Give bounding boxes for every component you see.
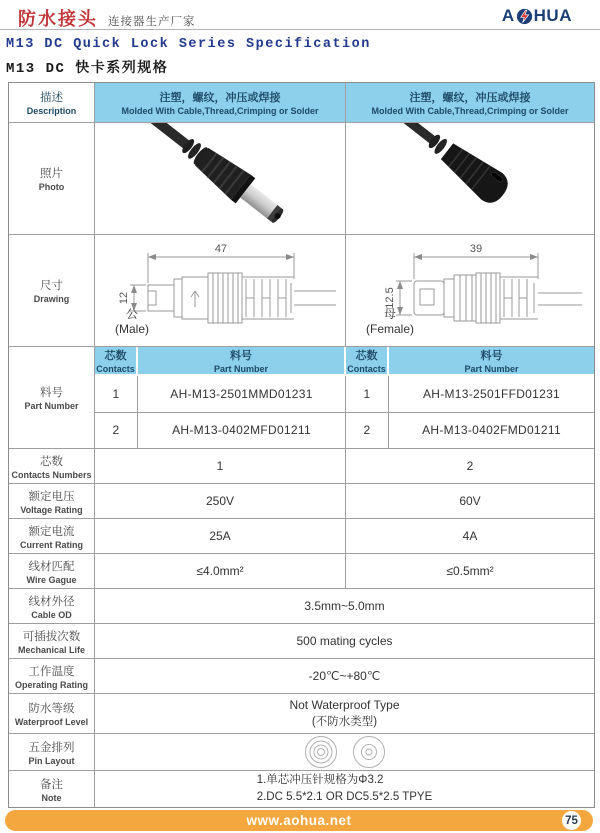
brand-tagline: 连接器生产厂家	[108, 16, 196, 28]
contacts-male: 1	[95, 449, 346, 483]
subheader-pn-cn: 料号	[230, 350, 252, 363]
page-number-badge: 75	[562, 811, 581, 830]
waterproof-value-cn: (不防水类型)	[311, 716, 378, 728]
note-cell	[95, 771, 594, 807]
label-waterproof-en: Waterproof Level	[14, 717, 89, 727]
label-cable-od	[9, 589, 95, 623]
label-voltage	[9, 484, 95, 518]
label-voltage-cn: 额定电压	[28, 490, 75, 503]
subheader-contacts-en: Contacts	[96, 364, 135, 375]
part-1-male-pn: AH-M13-2501MMD01231	[138, 376, 346, 411]
logo-text-suffix: HUA	[533, 6, 572, 25]
subheader-pn-male	[138, 347, 346, 376]
part-1-female-pn: AH-M13-2501FFD01231	[422, 387, 561, 402]
footer-bar	[5, 810, 593, 831]
subheader-contacts-female	[346, 347, 389, 376]
label-current-cn: 额定电流	[28, 525, 75, 538]
part-row-2	[95, 413, 594, 448]
voltage-male: 250V	[95, 484, 346, 518]
label-operating	[9, 659, 95, 693]
label-note	[9, 771, 95, 807]
label-voltage-en: Voltage Rating	[20, 504, 83, 515]
description-male	[95, 83, 346, 122]
male-length-dim: 47	[214, 242, 228, 255]
row-description	[9, 83, 594, 123]
mechanical-life-value: 500 mating cycles	[296, 634, 393, 648]
label-part-number-en: Part Number	[24, 401, 79, 411]
contacts-female: 2	[466, 459, 474, 473]
pin-layout-cell	[95, 734, 594, 770]
brand-name: 防水接头	[18, 9, 98, 29]
row-mechanical-life	[9, 624, 594, 659]
label-cable-od-en: Cable OD	[31, 609, 72, 620]
label-waterproof	[9, 694, 95, 733]
row-waterproof	[9, 694, 594, 734]
row-pin-layout	[9, 734, 594, 771]
row-drawing	[9, 235, 594, 347]
label-photo-cn: 照片	[40, 168, 63, 180]
subheader-pn-en: Part Number	[464, 364, 519, 375]
part-2-female-pn: AH-M13-0402FMD01211	[422, 423, 561, 438]
subheader-pn-en: Part Number	[213, 364, 268, 375]
male-plug-photo	[95, 123, 345, 235]
label-mech-en: Mechanical Life	[17, 644, 86, 655]
label-wire-en: Wire Gague	[26, 574, 77, 585]
label-pin-layout-cn: 五金排列	[28, 741, 75, 754]
label-contacts-numbers	[9, 449, 95, 483]
label-mech-cn: 可插拔次数	[22, 630, 81, 643]
subheader-contacts-male	[95, 347, 138, 376]
label-operating-en: Operating Rating	[14, 679, 88, 690]
female-height-dim: 12.5	[384, 286, 396, 309]
female-gender-en: (Female)	[366, 322, 415, 337]
label-contacts-en: Contacts Numbers	[11, 469, 92, 480]
part-row-1	[95, 376, 594, 412]
label-part-number-cn: 料号	[40, 387, 63, 399]
spec-table	[8, 82, 595, 808]
label-note-cn: 备注	[40, 778, 63, 791]
label-photo-en: Photo	[38, 182, 65, 192]
row-current	[9, 519, 594, 554]
label-part-number	[9, 347, 95, 448]
row-voltage	[9, 484, 594, 519]
part-1-female-contacts: 1	[346, 376, 389, 411]
aohua-logo	[502, 6, 572, 26]
row-operating	[9, 659, 594, 694]
cable-od-value: 3.5mm~5.0mm	[304, 599, 385, 613]
note-line-2: 2.DC 5.5*2.1 OR DC5.5*2.5 TPYE	[256, 791, 433, 803]
row-wire-gauge	[9, 554, 594, 589]
female-gender-cn: 母	[384, 306, 397, 321]
page-header	[0, 0, 600, 30]
label-description-en: Description	[26, 106, 77, 116]
row-cable-od	[9, 589, 594, 624]
current-female: 4A	[462, 529, 478, 543]
description-male-en: Molded With Cable,Thread,Crimping or Solder	[121, 106, 319, 116]
subheader-contacts-cn: 芯数	[355, 350, 378, 363]
waterproof-value-cell	[95, 694, 594, 733]
website-link[interactable]: www.aohua.net	[246, 813, 352, 828]
label-description-cn: 描述	[40, 92, 63, 104]
male-height-dim: 12	[118, 291, 130, 304]
page-title-en: M13 DC Quick Lock Series Specification	[6, 37, 371, 52]
label-note-en: Note	[41, 792, 62, 803]
note-line-1: 1.单芯冲压针规格为Φ3.2	[256, 773, 384, 786]
part-2-male-contacts: 2	[95, 413, 138, 448]
label-mechanical-life	[9, 624, 95, 658]
drawing-female-cell	[346, 235, 594, 346]
label-description	[9, 83, 95, 122]
label-operating-cn: 工作温度	[28, 665, 75, 678]
logo-text-prefix: A	[501, 6, 515, 25]
photo-female-cell	[346, 123, 594, 234]
page-title-cn: M13 DC 快卡系列规格	[6, 61, 169, 77]
lightning-circle-icon	[516, 8, 533, 25]
titles	[0, 30, 600, 82]
subheader-pn-female	[389, 347, 594, 376]
male-gender-label	[115, 307, 149, 338]
row-contacts-numbers	[9, 449, 594, 484]
wire-male: ≤4.0mm²	[95, 554, 346, 588]
pin-diagram-2-icon	[352, 735, 386, 769]
label-waterproof-cn: 防水等级	[28, 703, 75, 715]
operating-value: -20℃~+80℃	[308, 669, 381, 683]
subheader-contacts-cn: 芯数	[104, 350, 127, 363]
part-2-male-pn: AH-M13-0402MFD01211	[138, 413, 346, 448]
drawing-male-cell	[95, 235, 346, 346]
label-contacts-cn: 芯数	[40, 455, 63, 468]
brand	[18, 5, 196, 31]
label-drawing-cn: 尺寸	[40, 280, 63, 292]
description-female-en: Molded With Cable,Thread,Crimping or Solder	[371, 106, 569, 116]
waterproof-value: Not Waterproof Type	[289, 698, 400, 712]
note-text	[257, 772, 433, 807]
male-gender-cn: 公	[126, 306, 139, 321]
subheader-pn-cn: 料号	[480, 350, 503, 363]
label-photo	[9, 123, 95, 234]
description-male-cn: 注塑，螺纹，冲压或焊接	[159, 92, 281, 104]
male-gender-en: (Male)	[115, 322, 150, 337]
part-2-female-contacts: 2	[346, 413, 389, 448]
description-female-cn: 注塑，螺纹，冲压或焊接	[409, 92, 531, 104]
label-pin-layout-en: Pin Layout	[28, 755, 75, 766]
part-number-subtable	[95, 347, 594, 448]
label-drawing-en: Drawing	[33, 294, 70, 304]
subheader-contacts-en: Contacts	[347, 364, 386, 375]
label-current-en: Current Rating	[20, 539, 83, 550]
row-photo	[9, 123, 594, 235]
part-1-male-contacts: 1	[95, 376, 138, 411]
description-female	[346, 83, 594, 122]
pin-diagrams	[304, 735, 386, 769]
voltage-female: 60V	[459, 494, 481, 508]
current-male: 25A	[95, 519, 346, 553]
female-length-dim: 39	[469, 242, 483, 255]
label-drawing	[9, 235, 95, 346]
photo-male-cell	[95, 123, 346, 234]
female-jack-photo	[346, 123, 594, 235]
part-subtable-header	[95, 347, 594, 376]
label-current	[9, 519, 95, 553]
row-part-number	[9, 347, 594, 449]
female-gender-label	[366, 307, 414, 338]
label-pin-layout	[9, 734, 95, 770]
row-note	[9, 771, 594, 807]
pin-diagram-1-icon	[304, 735, 338, 769]
wire-female: ≤0.5mm²	[446, 564, 494, 578]
label-cable-od-cn: 线材外径	[28, 595, 75, 608]
label-wire-cn: 线材匹配	[28, 560, 75, 573]
label-wire-gauge	[9, 554, 95, 588]
